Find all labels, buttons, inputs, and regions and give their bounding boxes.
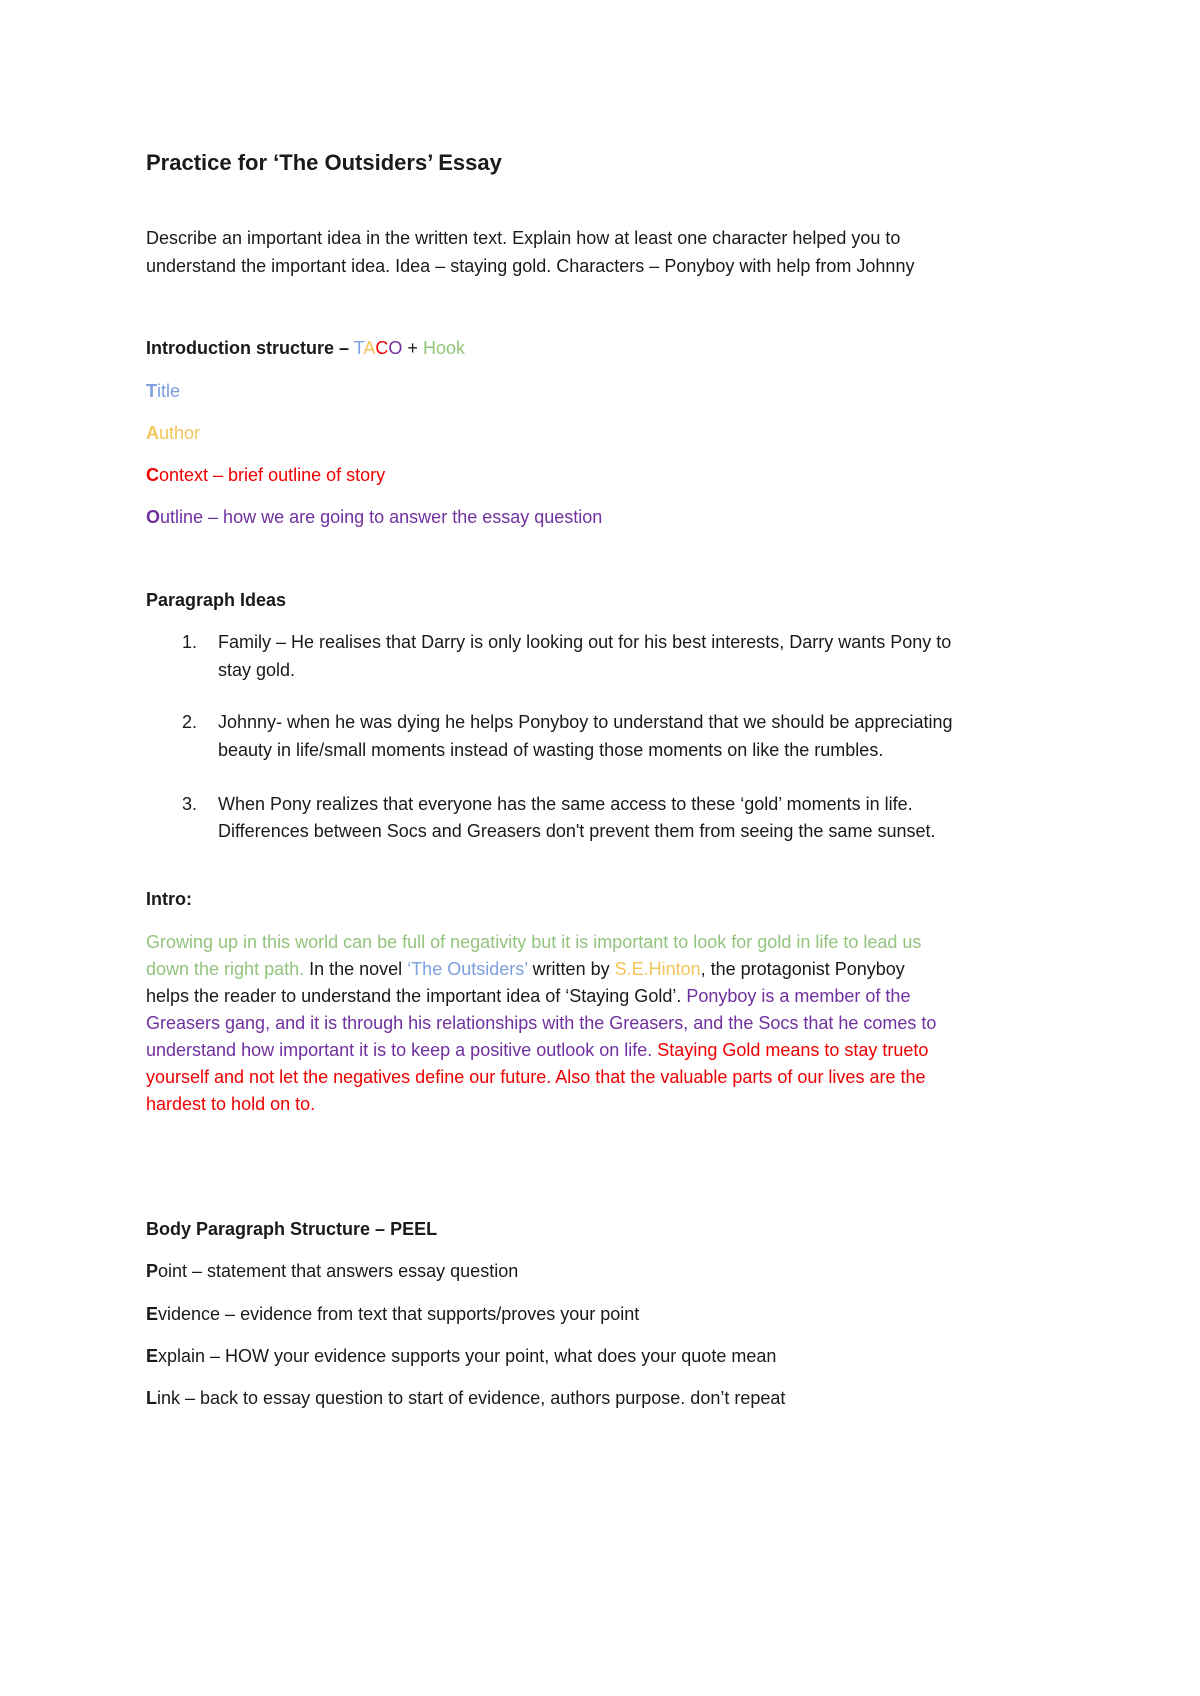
intro-outline-end: understand how important it is to keep a positive outlook on life.	[146, 1040, 653, 1060]
list-text-line: When Pony realizes that everyone has the same access to these ‘gold’ moments in life.	[218, 794, 913, 814]
taco-o: O	[388, 338, 403, 358]
intro-line-2	[146, 959, 905, 980]
intro-context-start: Staying Gold means to stay trueto	[652, 1040, 929, 1060]
peel-initial: E	[146, 1346, 159, 1366]
peel-item-point	[146, 1261, 518, 1282]
taco-item-text: uthor	[159, 423, 201, 443]
intro-author: S.E.Hinton	[614, 959, 701, 979]
taco-item-text: ontext – brief outline of story	[159, 465, 386, 485]
taco-item-initial: O	[146, 507, 161, 527]
list-text-line: Family – He realises that Darry is only looking out for his best interests, Darry wants Pony to	[218, 632, 952, 652]
taco-item-initial: A	[146, 423, 159, 443]
peel-item-link	[146, 1388, 785, 1409]
list-text-line: stay gold.	[218, 660, 296, 680]
intro-text: written by	[527, 959, 615, 979]
taco-item-text: utline – how we are going to answer the essay question	[160, 507, 603, 527]
list-number: 3.	[182, 794, 198, 814]
taco-item-author	[146, 423, 200, 444]
intro-hook-line-1: Growing up in this world can be full of negativity but it is important to look for gold in life to lead us	[146, 932, 922, 952]
intro-novel-title: ‘The Outsiders’	[407, 959, 528, 979]
taco-c: C	[375, 338, 389, 358]
peel-text: vidence – evidence from text that supports/proves your point	[158, 1304, 640, 1324]
prompt-line-2: understand the important idea. Idea – staying gold. Characters – Ponyboy with help from Johnny	[146, 256, 915, 276]
peel-heading: Body Paragraph Structure – PEEL	[146, 1219, 438, 1239]
plus-sign: +	[407, 338, 418, 358]
intro-text: In the novel	[304, 959, 408, 979]
peel-item-evidence	[146, 1304, 639, 1325]
intro-context-end: hardest to hold on to.	[146, 1094, 316, 1114]
taco-item-text: itle	[157, 381, 181, 401]
intro-text: , the protagonist Ponyboy	[700, 959, 905, 979]
list-number: 1.	[182, 632, 198, 652]
intro-text: helps the reader to understand the important idea of ‘Staying Gold’.	[146, 986, 682, 1006]
paragraph-ideas-heading: Paragraph Ideas	[146, 590, 287, 610]
list-text-line: Johnny- when he was dying he helps Ponyboy to understand that we should be appreciating	[218, 712, 953, 732]
taco-item-initial: T	[146, 381, 157, 401]
peel-text: oint – statement that answers essay question	[158, 1261, 519, 1281]
prompt-line-1: Describe an important idea in the written text. Explain how at least one character helped you to	[146, 228, 901, 248]
document-title: Practice for ‘The Outsiders’ Essay	[146, 150, 502, 175]
intro-hook-end: down the right path.	[146, 959, 305, 979]
taco-item-initial: C	[146, 465, 159, 485]
peel-text: xplain – HOW your evidence supports your point, what does your quote mean	[158, 1346, 777, 1366]
intro-outline-start: Ponyboy is a member of the	[681, 986, 911, 1006]
hook-label: Hook	[422, 338, 465, 358]
taco-a: A	[363, 338, 376, 358]
intro-structure-heading-line	[146, 338, 465, 359]
peel-initial: E	[146, 1304, 159, 1324]
list-text-line: Differences between Socs and Greasers don't prevent them from seeing the same sunset.	[218, 821, 936, 841]
intro-line-3	[146, 986, 910, 1007]
list-text-line: beauty in life/small moments instead of wasting those moments on like the rumbles.	[218, 740, 884, 760]
peel-text: ink – back to essay question to start of evidence, authors purpose. don’t repeat	[157, 1388, 786, 1408]
intro-heading: Intro:	[146, 889, 192, 909]
intro-context-line: yourself and not let the negatives define our future. Also that the valuable parts of our lives are the	[146, 1067, 926, 1087]
intro-line-5	[146, 1040, 928, 1061]
peel-item-explain	[146, 1346, 776, 1367]
peel-initial: L	[146, 1388, 157, 1408]
intro-structure-heading: Introduction structure –	[146, 338, 350, 358]
taco-t: T	[353, 338, 364, 358]
taco-item-context	[146, 465, 385, 486]
intro-outline-line: Greasers gang, and it is through his relationships with the Greasers, and the Socs that he comes to	[146, 1013, 937, 1033]
taco-item-title	[146, 381, 180, 402]
taco-item-outline	[146, 507, 602, 528]
list-number: 2.	[182, 712, 198, 732]
peel-initial: P	[146, 1261, 159, 1281]
